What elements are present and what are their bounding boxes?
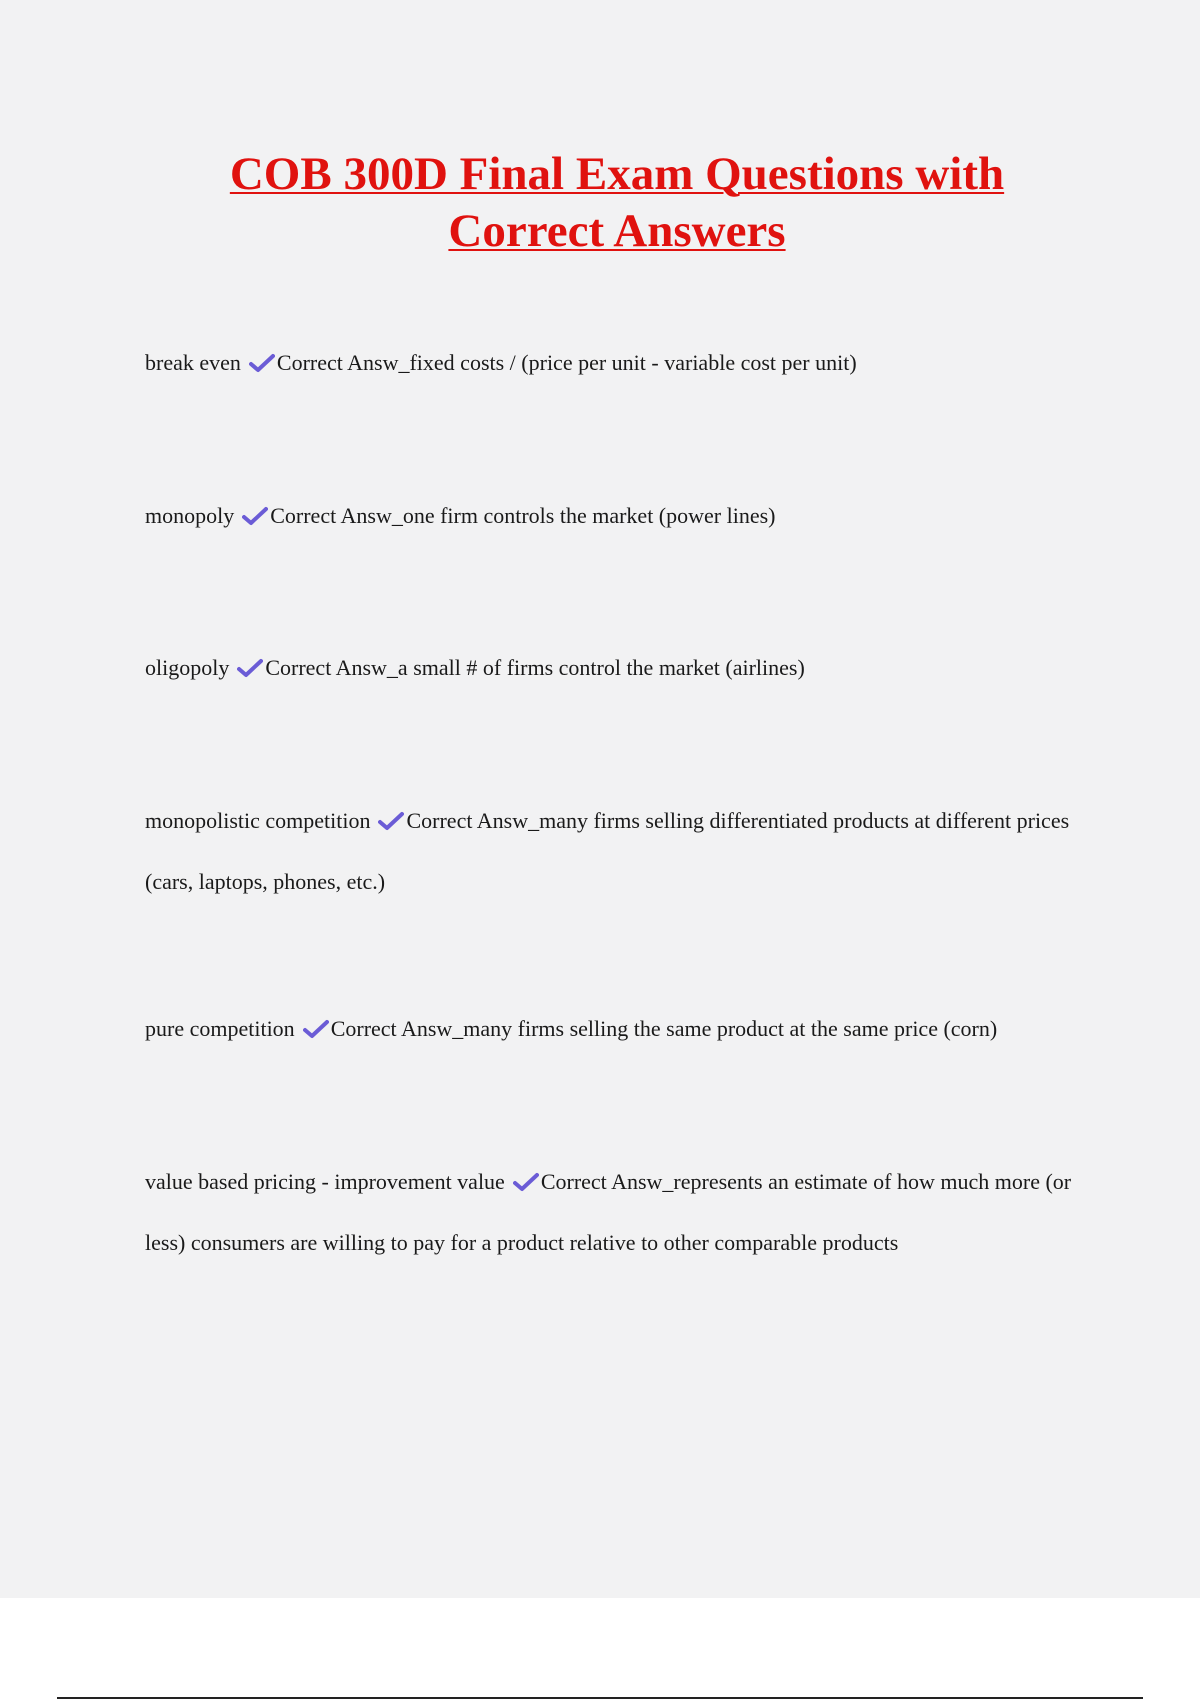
qa-item-oligopoly xyxy=(145,637,1105,698)
title-line-1: COB 300D Final Exam Questions with xyxy=(229,148,1005,200)
purple-checkmark-icon xyxy=(303,1019,329,1039)
purple-checkmark-icon xyxy=(249,353,275,373)
qa-term: oligopoly xyxy=(145,655,230,680)
qa-term: monopolistic competition xyxy=(145,808,371,833)
purple-checkmark-icon xyxy=(237,658,263,678)
qa-item-monopolistic-competition xyxy=(145,790,1105,912)
qa-answer: Correct Answ_represents an estimate of how much more (or less) consumers are willing to pay for a product relative to other comparable products xyxy=(145,1169,1072,1255)
qa-answer: Correct Answ_a small # of firms control the market (airlines) xyxy=(265,655,805,680)
qa-term: pure competition xyxy=(145,1016,295,1041)
qa-answer: Correct Answ_many firms selling the same product at the same price (corn) xyxy=(330,1016,998,1041)
purple-checkmark-icon xyxy=(242,506,268,526)
qa-item-value-based-pricing xyxy=(145,1151,1105,1273)
qa-term: value based pricing - improvement value xyxy=(145,1169,505,1194)
document-title xyxy=(0,146,1200,260)
qa-term: monopoly xyxy=(145,503,235,528)
qa-item-break-even xyxy=(145,332,1105,393)
qa-item-pure-competition xyxy=(145,998,1105,1059)
purple-checkmark-icon xyxy=(378,811,404,831)
qa-term: break even xyxy=(145,350,241,375)
purple-checkmark-icon xyxy=(513,1172,539,1192)
qa-answer: Correct Answ_one firm controls the market (power lines) xyxy=(270,503,776,528)
qa-answer: Correct Answ_many firms selling differentiated products at different prices (cars, laptops, phones, etc.) xyxy=(145,808,1070,894)
qa-answer: Correct Answ_fixed costs / (price per unit - variable cost per unit) xyxy=(276,350,857,375)
title-line-2: Correct Answers xyxy=(448,205,786,257)
footer-divider xyxy=(57,1697,1143,1699)
qa-item-monopoly xyxy=(145,485,1105,546)
